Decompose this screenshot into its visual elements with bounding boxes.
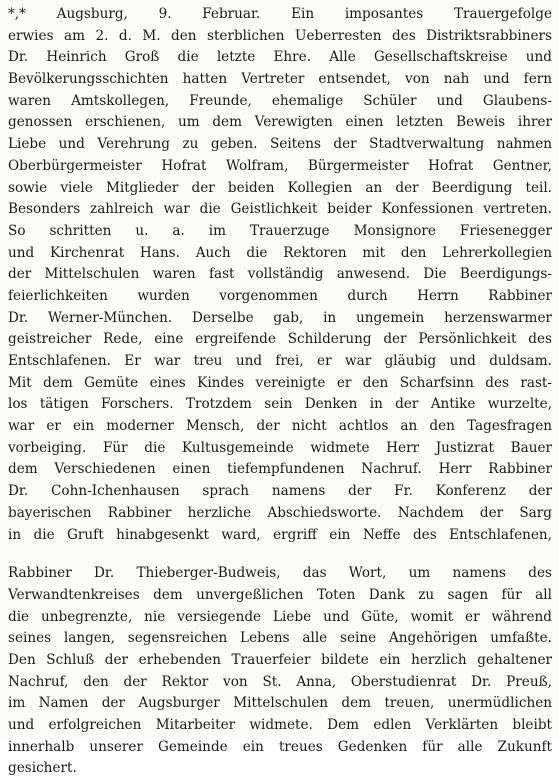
text-line: Besonders zahlreich war die Geistlichkeit beider Konfessionen vertreten. <box>8 201 552 218</box>
text-line: gesichert. <box>8 760 77 777</box>
text-line: im Namen der Augsburger Mittelschulen dem treuen, unermüdlichen <box>8 695 552 712</box>
text-line: geistreicher Rede, eine ergreifende Schilderung der Persönlichkeit des <box>8 331 552 348</box>
text-line: Rabbiner Dr. Thieberger-Budweis, das Wort, um namens des <box>8 565 552 582</box>
text-line: innerhalb unserer Gemeinde ein treues Gedenken für alle Zukunft <box>8 738 552 755</box>
text-line: So schritten u. a. im Trauerzuge Monsignore Friesenegger <box>8 222 552 239</box>
text-line: *,* Augsburg, 9. Februar. Ein imposantes Trauergefolge <box>8 6 552 22</box>
text-line: Verwandtenkreises dem unvergeßlichen Toten Dank zu sagen für all <box>8 586 552 603</box>
text-line: erwies am 2. d. M. den sterblichen Ueberresten des Distriktsrabbiners <box>8 27 552 44</box>
text-line: Dr. Cohn-Ichenhausen sprach namens der Fr. Konferenz der <box>8 483 552 500</box>
text-line: die unbegrenzte, nie versiegende Liebe und Güte, womit er während <box>8 608 552 625</box>
text-line: Nachruf, den der Rektor von St. Anna, Oberstudienrat Dr. Preuß, <box>8 673 552 690</box>
article-paragraph-2 <box>8 563 552 780</box>
text-line: genossen erschienen, um dem Verewigten einen letzten Beweis ihrer <box>8 114 552 131</box>
text-line: Dr. Heinrich Groß die letzte Ehre. Alle Gesellschaftskreise und <box>8 49 552 66</box>
text-line: der Mittelschulen waren fast vollständig anwesend. Die Beerdigungs- <box>8 266 552 283</box>
text-line: vorbeiging. Für die Kultusgemeinde widmete Herr Justizrat Bauer <box>8 439 552 456</box>
text-line: Dr. Werner-München. Derselbe gab, in ungemein herzenswarmer <box>8 309 552 326</box>
text-line: seines langen, segensreichen Lebens alle seine Angehörigen umfaßte. <box>8 630 552 647</box>
text-line: waren Amtskollegen, Freunde, ehemalige Schüler und Glaubens- <box>8 92 552 109</box>
text-line: feierlichkeiten wurden vorgenommen durch Herrn Rabbiner <box>8 287 552 304</box>
text-line: war er ein moderner Mensch, der nicht achtlos an den Tagesfragen <box>8 418 552 435</box>
paragraph-gap <box>8 546 552 563</box>
text-line: sowie viele Mitglieder der beiden Kollegien an der Beerdigung teil. <box>8 179 552 196</box>
text-line: Oberbürgermeister Hofrat Wolfram, Bürgermeister Hofrat Gentner, <box>8 157 552 174</box>
text-line: in die Gruft hinabgesenkt ward, ergriff ein Neffe des Entschlafenen, <box>8 526 552 543</box>
text-line: los tätigen Forschers. Trotzdem sein Denken in der Antike wurzelte, <box>8 396 552 413</box>
text-line: Den Schluß der erhebenden Trauerfeier bildete ein herzlich gehaltener <box>8 651 552 668</box>
text-line: und erfolgreichen Mitarbeiter widmete. Dem edlen Verklärten bleibt <box>8 717 552 733</box>
text-line: Mit dem Gemüte eines Kindes vereinigte er den Scharfsinn des rast- <box>8 374 552 391</box>
text-line: und Kirchenrat Hans. Auch die Rektoren mit den Lehrerkollegien <box>8 244 552 261</box>
text-line: Bevölkerungsschichten hatten Vertreter entsendet, von nah und fern <box>8 71 552 88</box>
text-line: dem Verschiedenen einen tiefempfundenen Nachruf. Herr Rabbiner <box>8 461 552 478</box>
article-augsburg <box>8 4 552 780</box>
text-line: Entschlafenen. Er war treu und frei, er war gläubig und duldsam. <box>8 353 552 369</box>
text-line: Liebe und Verehrung zu geben. Seitens der Stadtverwaltung nahmen <box>8 136 552 153</box>
text-line: bayerischen Rabbiner herzliche Abschiedsworte. Nachdem der Sarg <box>8 504 552 521</box>
article-paragraph-1 <box>8 4 552 546</box>
